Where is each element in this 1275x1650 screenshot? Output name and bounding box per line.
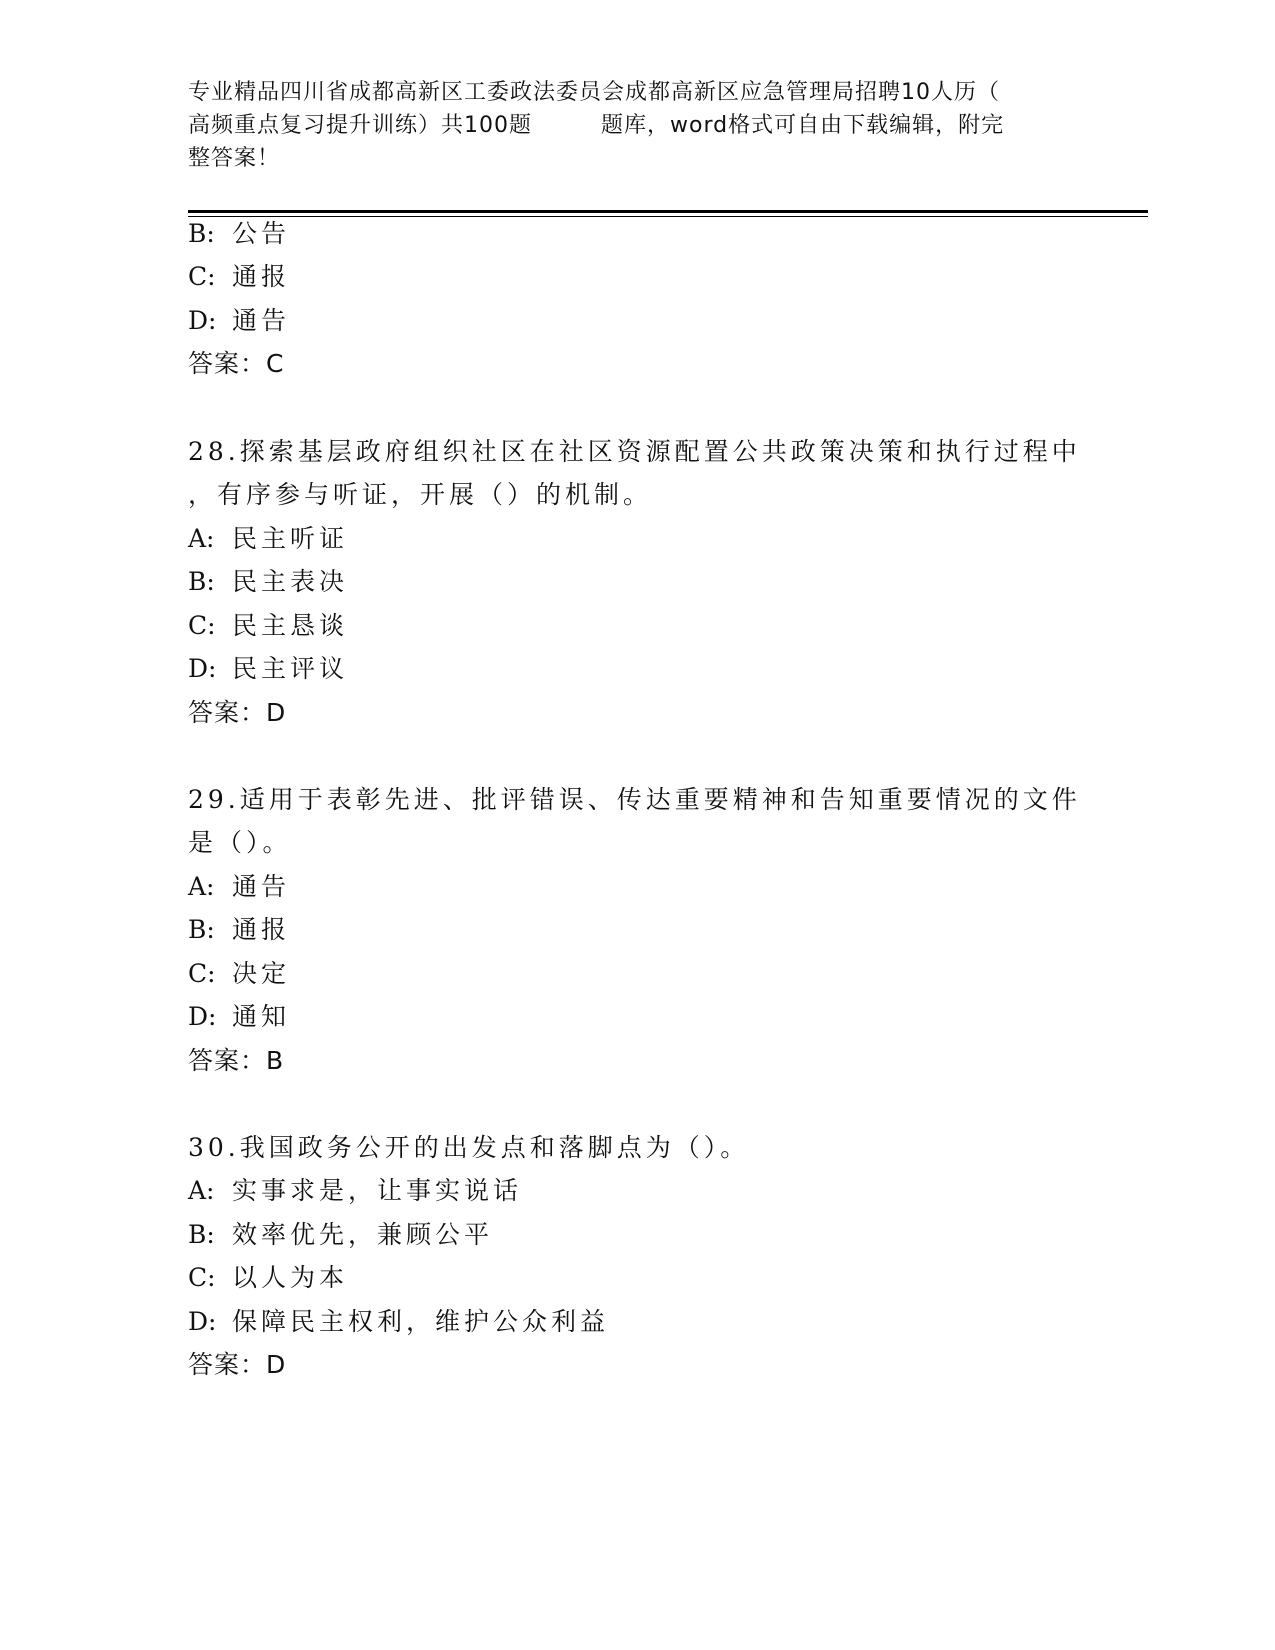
option-label: B: <box>188 1220 215 1249</box>
q30-answer: 答案：D <box>188 1350 287 1379</box>
q30-stem-line-1: 30.我国政务公开的出发点和落脚点为（）。 <box>188 1133 750 1162</box>
option-label: B: <box>188 219 215 248</box>
option-label: B: <box>188 567 215 596</box>
option-text: 民主评议 <box>232 654 349 683</box>
option-label: D: <box>188 654 217 683</box>
q30-option-a <box>188 1175 522 1207</box>
q28-option-a <box>188 523 348 555</box>
q27-option-d <box>188 305 290 337</box>
option-label: D: <box>188 1307 217 1336</box>
document-header <box>188 76 1068 175</box>
q29-stem-line-1: 29.适用于表彰先进、批评错误、传达重要精神和告知重要情况的文件 <box>188 785 1081 814</box>
option-text: 通知 <box>232 1002 291 1031</box>
q29-stem-line-2: 是（）。 <box>188 828 292 857</box>
header-title-line-3: 整答案！ <box>188 146 281 171</box>
option-text: 效率优先，兼顾公平 <box>232 1220 494 1249</box>
q29-option-a <box>188 871 290 903</box>
q28-option-b <box>188 566 348 598</box>
option-text: 实事求是，让事实说话 <box>232 1176 523 1205</box>
option-label: B: <box>188 915 215 944</box>
option-label: A: <box>188 1176 215 1205</box>
q30-option-c <box>188 1262 348 1294</box>
option-text: 保障民主权利，维护公众利益 <box>232 1307 610 1336</box>
option-text: 公告 <box>232 219 291 248</box>
option-text: 民主恳谈 <box>232 611 349 640</box>
option-text: 通告 <box>232 306 291 335</box>
q28-option-c <box>188 610 348 642</box>
q29-option-c <box>188 958 290 990</box>
q28-answer: 答案：D <box>188 698 287 727</box>
option-text: 通报 <box>232 915 291 944</box>
q27-answer: 答案：C <box>188 349 285 378</box>
option-label: D: <box>188 1002 217 1031</box>
option-label: C: <box>188 959 216 988</box>
q29-option-d <box>188 1001 290 1033</box>
q29-answer: 答案：B <box>188 1046 285 1075</box>
header-title-line-2: 高频重点复习提升训练）共100题 题库，word格式可自由下载编辑，附完 <box>188 113 1005 138</box>
option-label: C: <box>188 611 216 640</box>
q27-option-b <box>188 218 290 250</box>
option-label: C: <box>188 1263 216 1292</box>
q28-stem-line-1: 28.探索基层政府组织社区在社区资源配置公共政策决策和执行过程中 <box>188 437 1081 466</box>
header-divider-thin <box>188 216 1148 217</box>
option-text: 决定 <box>232 959 291 988</box>
option-label: D: <box>188 306 217 335</box>
option-text: 民主听证 <box>232 524 349 553</box>
q30-option-d <box>188 1306 609 1338</box>
q28-option-d <box>188 653 348 685</box>
q29-option-b <box>188 914 290 946</box>
option-label: A: <box>188 872 215 901</box>
header-title-line-1: 专业精品四川省成都高新区工委政法委员会成都高新区应急管理局招聘10人历（ <box>188 80 1000 105</box>
header-divider-thick <box>188 210 1148 213</box>
option-text: 民主表决 <box>232 567 349 596</box>
option-text: 以人为本 <box>232 1263 349 1292</box>
option-text: 通报 <box>232 262 291 291</box>
option-label: C: <box>188 262 216 291</box>
q27-option-c <box>188 261 290 293</box>
option-label: A: <box>188 524 215 553</box>
q28-stem-line-2: ，有序参与听证，开展（）的机制。 <box>188 480 653 509</box>
q30-option-b <box>188 1219 493 1251</box>
option-text: 通告 <box>232 872 291 901</box>
